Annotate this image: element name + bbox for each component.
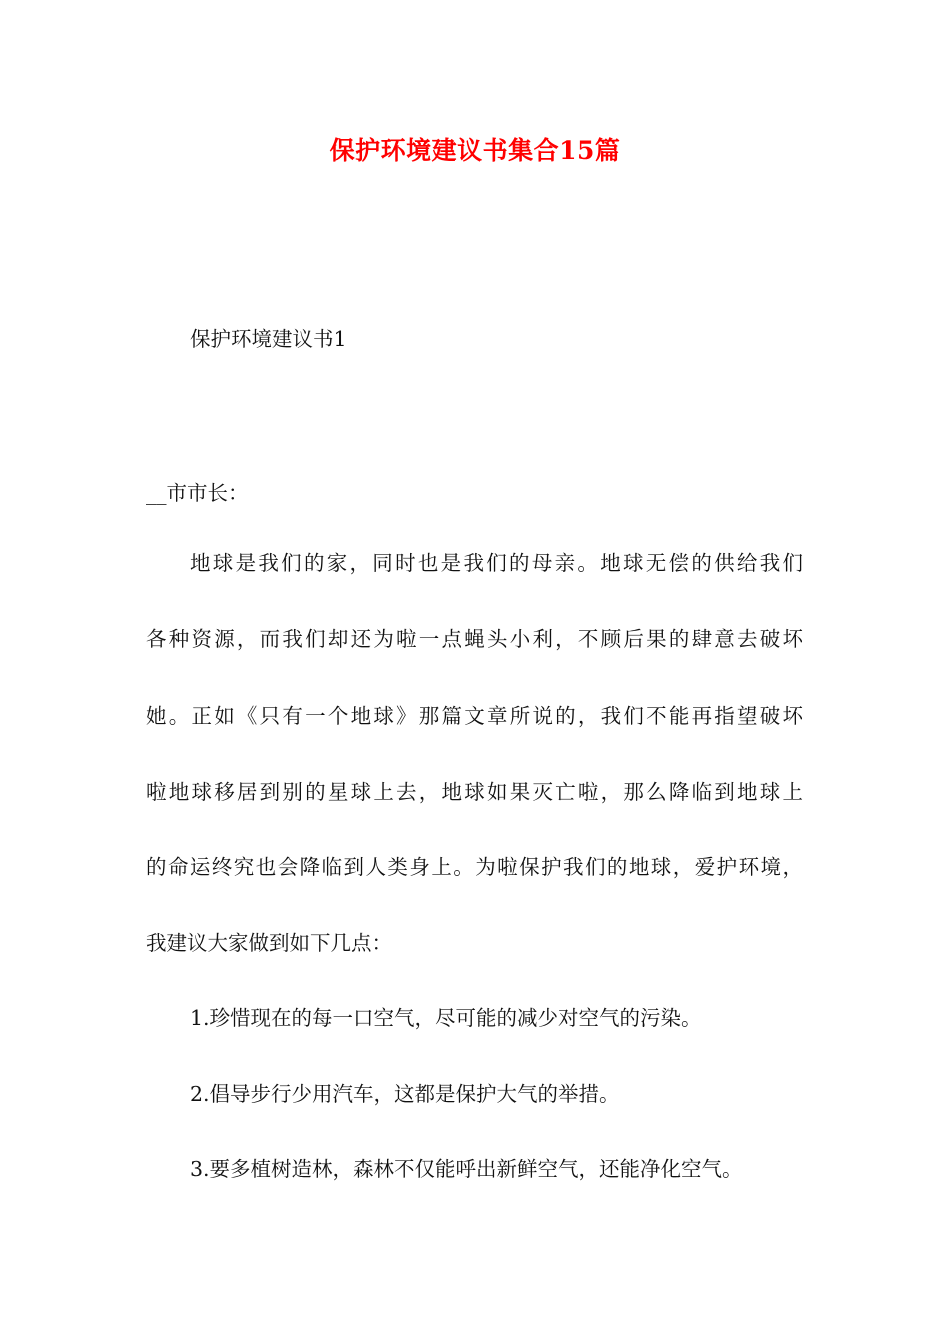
list-item: 1.珍惜现在的每一口空气，尽可能的减少对空气的污染。 <box>190 1006 702 1030</box>
body-line: 我建议大家做到如下几点： <box>146 931 392 955</box>
list-item: 3.要多植树造林，森林不仅能呼出新鲜空气，还能净化空气。 <box>190 1157 743 1181</box>
document-title: 保护环境建议书集合15篇 <box>329 136 621 165</box>
body-line: 她。正如《只有一个地球》那篇文章所说的，我们不能再指望破坏 <box>146 704 803 728</box>
letter-greeting: __市市长： <box>146 481 249 505</box>
list-item: 2.倡导步行少用汽车，这都是保护大气的举措。 <box>190 1082 620 1106</box>
body-line: 各种资源，而我们却还为啦一点蝇头小利，不顾后果的肆意去破坏 <box>146 627 803 651</box>
body-line: 的命运终究也会降临到人类身上。为啦保护我们的地球，爱护环境， <box>146 855 803 879</box>
body-line: 啦地球移居到别的星球上去，地球如果灭亡啦，那么降临到地球上 <box>146 780 803 804</box>
body-line: 地球是我们的家，同时也是我们的母亲。地球无偿的供给我们 <box>190 551 803 575</box>
section-heading: 保护环境建议书1 <box>190 327 347 351</box>
